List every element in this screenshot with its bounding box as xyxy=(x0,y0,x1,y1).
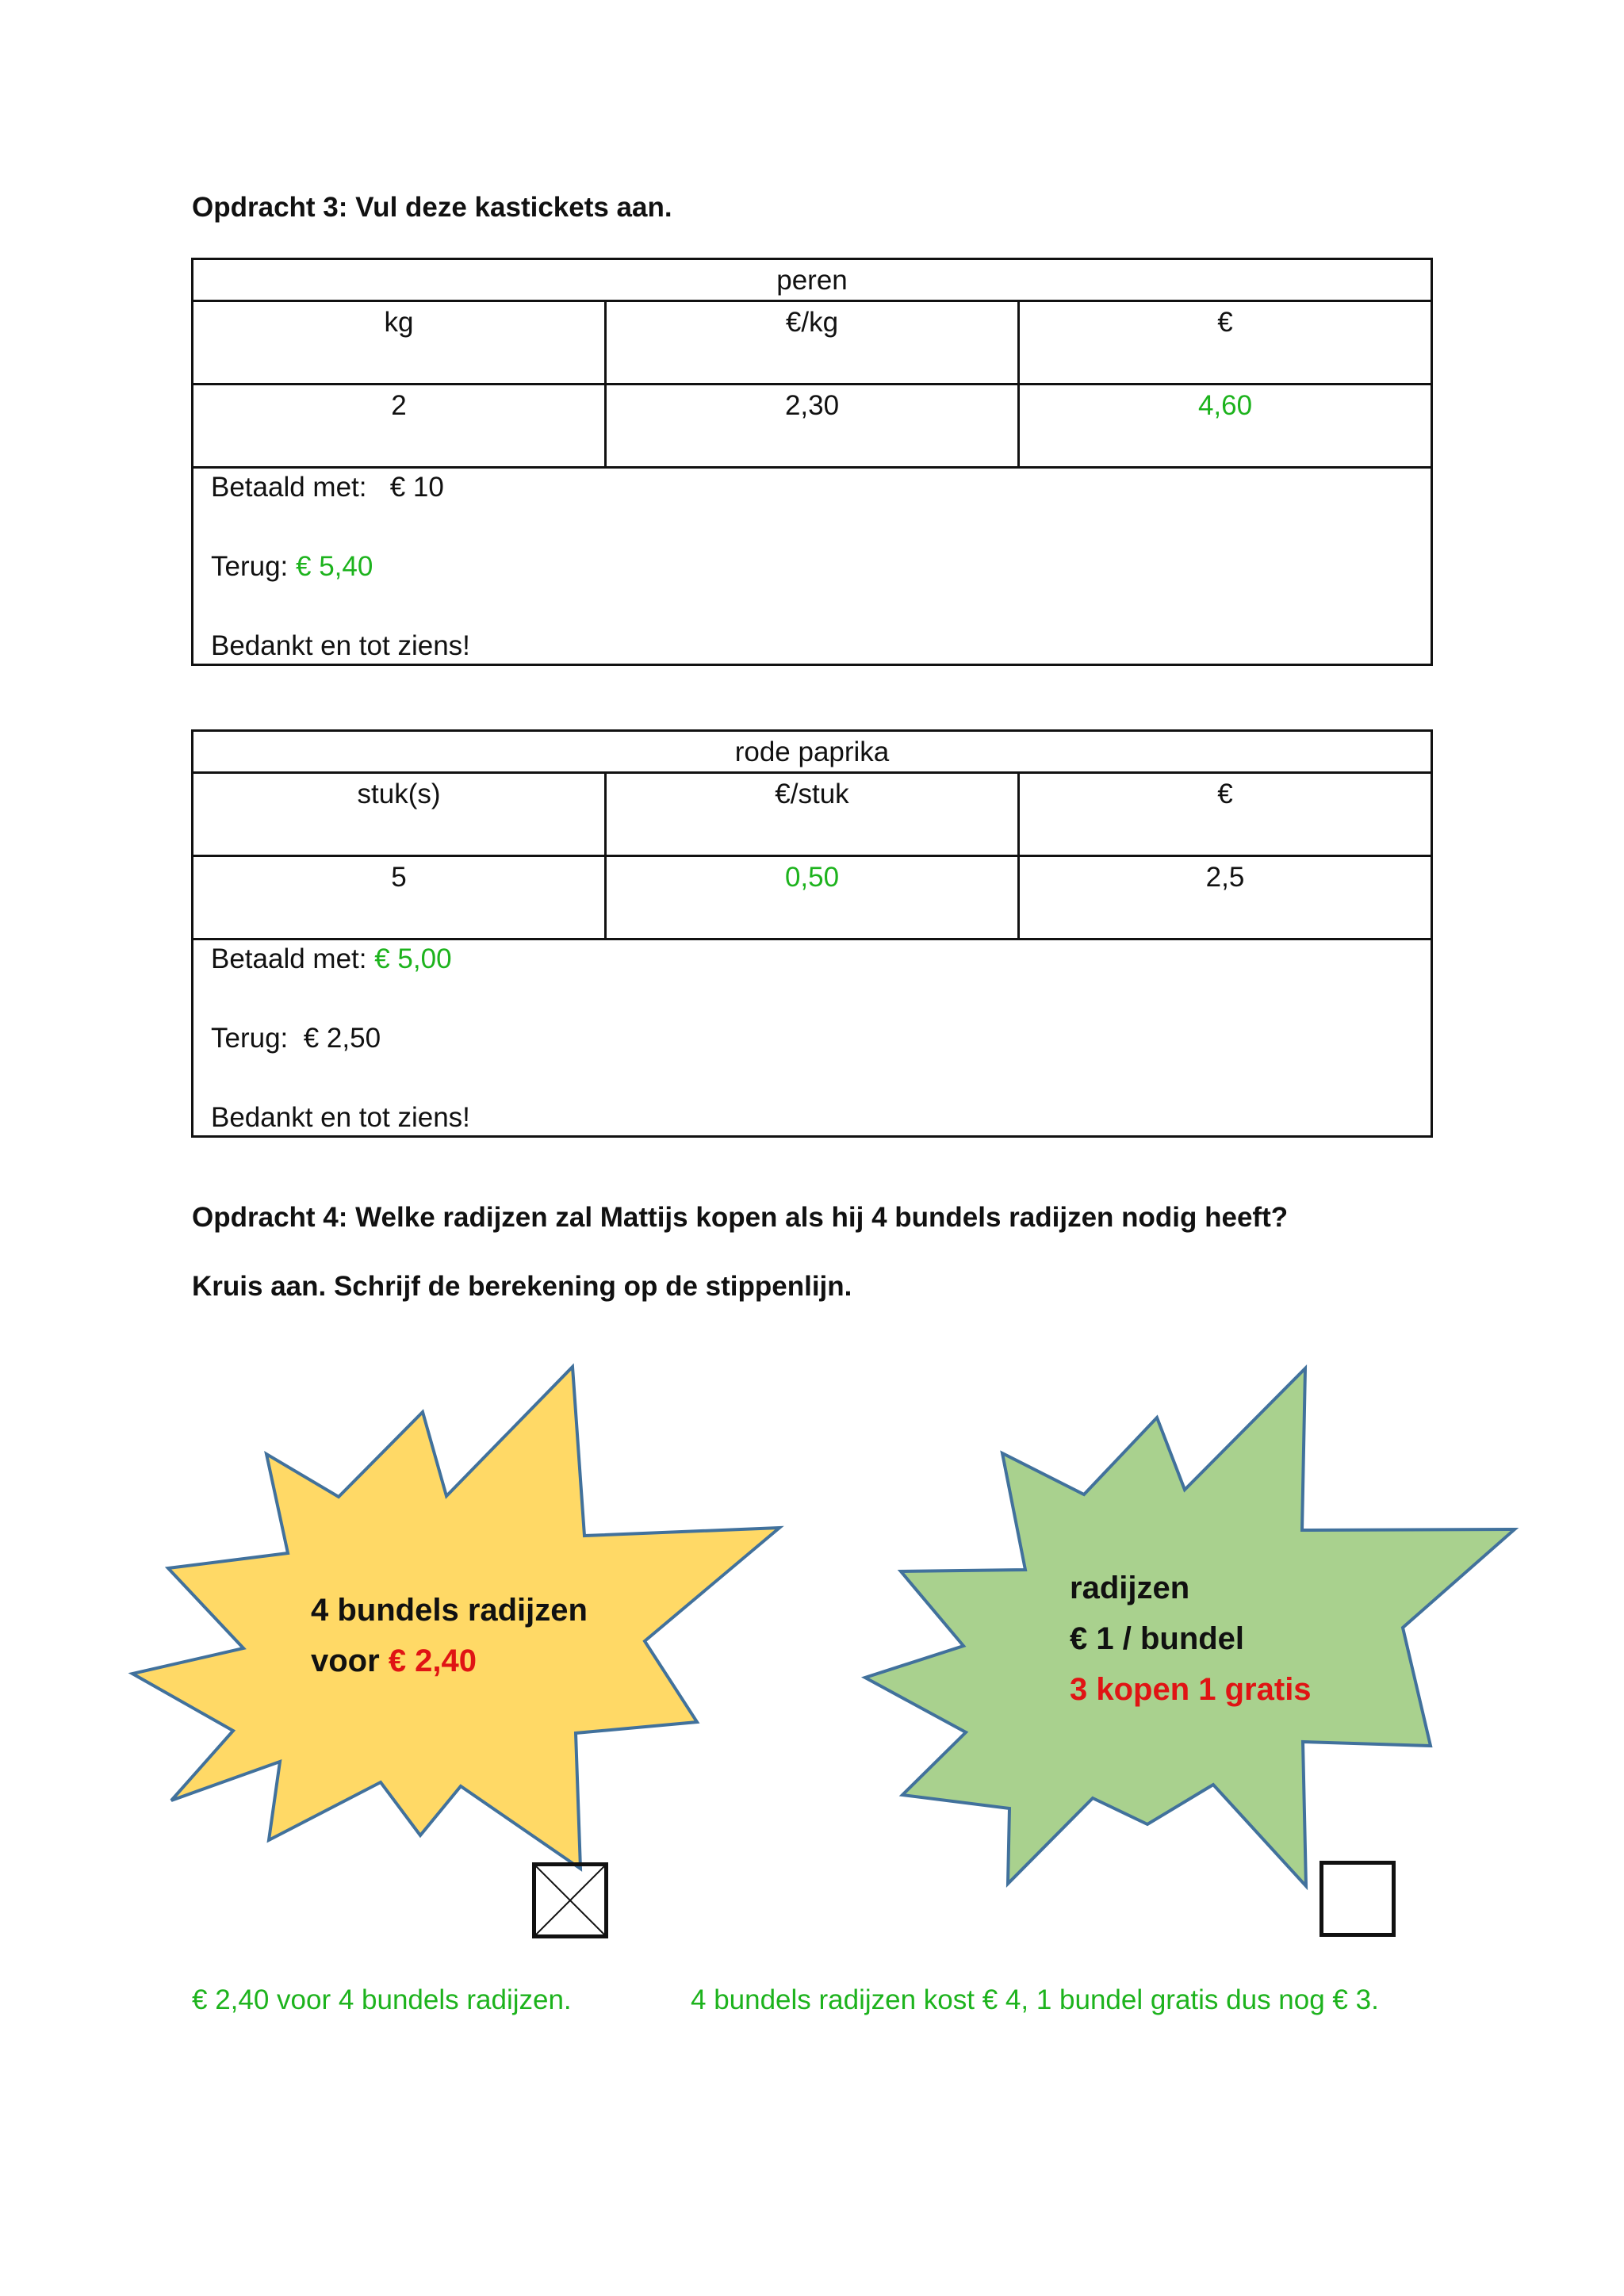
offer2-text xyxy=(1070,1563,1312,1715)
value-cell-total-answer: 4,60 xyxy=(1017,385,1431,466)
paid-label: Betaald met: xyxy=(211,472,367,503)
change-value: € 2,50 xyxy=(303,1023,381,1054)
offer2-checkbox[interactable] xyxy=(1320,1861,1396,1937)
value-cell-price-per-unit-answer: 0,50 xyxy=(604,857,1017,938)
receipt-title: peren xyxy=(193,260,1431,302)
header-cell-price-per-unit: €/kg xyxy=(604,302,1017,383)
offer2-line2: € 1 / bundel xyxy=(1070,1621,1245,1656)
offer1-price: € 2,40 xyxy=(388,1644,477,1678)
header-cell-total: € xyxy=(1017,774,1431,855)
offer1-line1: 4 bundels radijzen xyxy=(311,1593,588,1628)
header-cell-price-per-unit: €/stuk xyxy=(604,774,1017,855)
value-cell-quantity: 5 xyxy=(391,862,407,893)
change-value-answer: € 5,40 xyxy=(296,551,373,582)
paid-label: Betaald met: xyxy=(211,943,367,974)
header-cell-unit: stuk(s) xyxy=(357,779,441,809)
opdracht3-heading: Opdracht 3: Vul deze kastickets aan. xyxy=(192,192,672,223)
thanks-line: Bedankt en tot ziens! xyxy=(211,1102,470,1133)
offer2-line1: radijzen xyxy=(1070,1571,1190,1605)
offer1-prefix: voor xyxy=(311,1644,380,1678)
change-label: Terug: xyxy=(211,1023,289,1054)
value-cell-total: 2,5 xyxy=(1017,857,1431,938)
thanks-line: Bedankt en tot ziens! xyxy=(211,630,470,661)
offer1-calculation: € 2,40 voor 4 bundels radijzen. xyxy=(192,1984,572,2015)
value-cell-price-per-unit: 2,30 xyxy=(604,385,1017,466)
header-cell-total: € xyxy=(1017,302,1431,383)
offer2-calculation: 4 bundels radijzen kost € 4, 1 bundel gratis dus nog € 3. xyxy=(691,1984,1379,2015)
offer1-line2 xyxy=(311,1636,588,1686)
opdracht4-instruction: Kruis aan. Schrijf de berekening op de stippenlijn. xyxy=(192,1271,852,1302)
paid-value-answer: € 5,00 xyxy=(374,943,452,974)
check-cross-icon xyxy=(536,1866,604,1934)
change-label: Terug: xyxy=(211,551,289,582)
opdracht4-heading: Opdracht 4: Welke radijzen zal Mattijs kopen als hij 4 bundels radijzen nodig heeft? xyxy=(192,1202,1289,1233)
value-cell-quantity: 2 xyxy=(391,390,407,421)
header-cell-unit: kg xyxy=(384,307,414,338)
receipt-title: rode paprika xyxy=(193,732,1431,774)
offer1-checkbox-checked[interactable] xyxy=(532,1862,608,1938)
paid-value: € 10 xyxy=(389,472,444,503)
offer1-text xyxy=(311,1585,588,1686)
offer2-line3: 3 kopen 1 gratis xyxy=(1070,1672,1312,1707)
